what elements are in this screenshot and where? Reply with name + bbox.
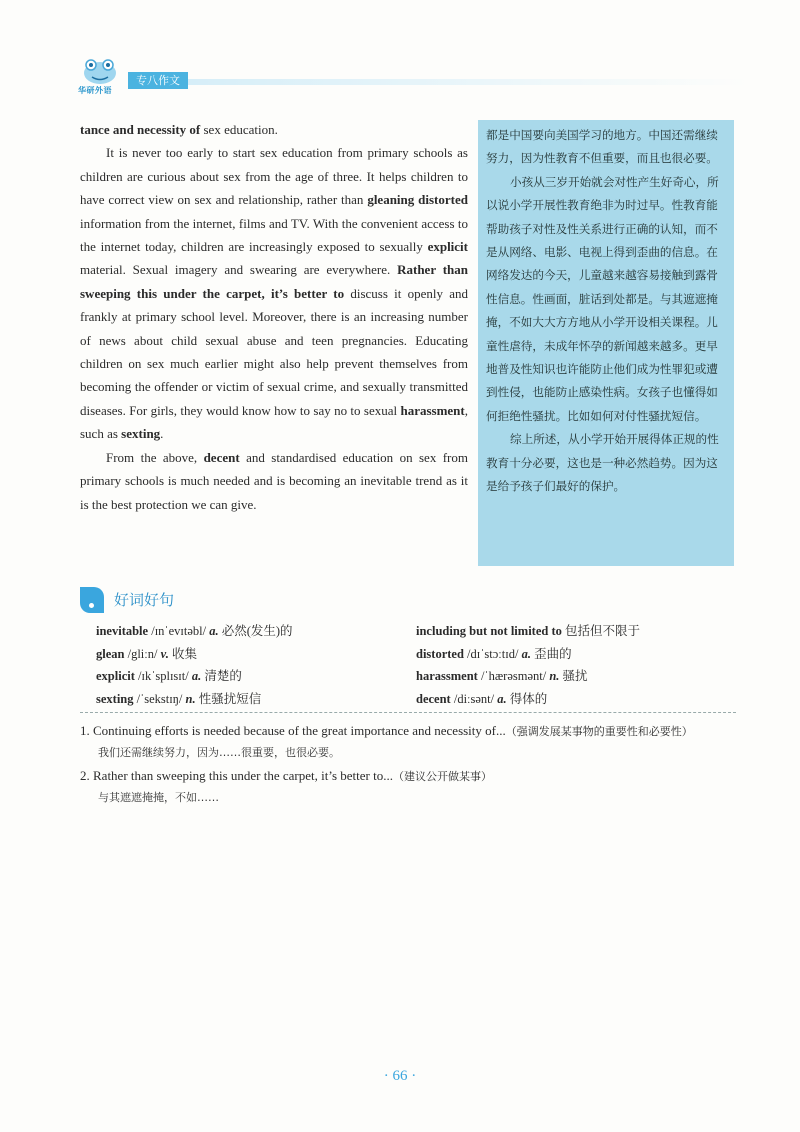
essay-text-run: material. Sexual imagery and swearing are everywhere. [80,262,398,278]
vocab-item: sexting /ˈsekstɪŋ/ n. 性骚扰短信 [96,691,262,706]
section-tag: 专八作文 [128,72,188,89]
vocab-item: explicit /ɪkˈsplɪsɪt/ a. 清楚的 [96,669,242,684]
essay-text-run: information from the internet, films and TV. With the convenient access to the internet today, children are increasingly exposed to sexually [80,215,468,255]
essay-highlight: harassment [400,402,465,418]
essay-text-run: From the above, [106,449,204,465]
phrase-english: 1. Continuing efforts is needed because of the great importance and necessity of... [80,723,506,738]
page-number: · 66 · [383,1068,417,1084]
essay-highlight: explicit [427,239,468,255]
essay-highlight: tance and necessity of [80,122,201,137]
translation-paragraph-3: 综上所述，从小学开始开展得体正规的性教育十分必要，这也是一种必然趋势。因为这是给予孩子们最好的保护。 [486,432,719,494]
translation-box [478,120,734,566]
phrase-note: （强调发展某事物的重要性和必要性） [505,725,693,738]
essay-highlight: decent [203,449,240,465]
header-bar [188,79,748,85]
vocab-item: inevitable /ɪnˈevɪtəbl/ a. 必然(发生)的 [96,624,293,638]
vocab-item: decent /diːsənt/ a. 得体的 [416,691,548,706]
vocab-list [96,620,736,710]
vocab-item: distorted /dɪˈstɔːtɪd/ a. 歪曲的 [416,646,572,661]
phrase-chinese: 与其遮遮掩掩，不如…… [98,791,219,804]
essay-highlight: gleaning distorted [367,192,468,208]
essay-text-run: and standardised education on sex from primary schools is much needed and is becoming an inevitable trend as it is the best protection we can give. [80,449,468,512]
vocab-item: glean /gliːn/ v. 收集 [96,646,197,661]
essay-highlight: sexting [121,426,161,442]
dashed-divider [80,712,736,713]
essay-paragraph-3 [80,446,468,516]
essay-paragraph-2 [80,141,468,445]
essay-text-run: discuss it openly and frankly at primary school level. Moreover, there is an increasing number of news about child sexual abuse and teen pregnancies. Educating children on sex much earlier might also help prevent themselves from becoming the offender or victim of sexual crime, and sexually transmitted diseases. For girls, they would know how to say no to sexual [80,285,469,418]
essay-text-run: It is never too early to start sex education from primary schools as children are curious about sex from the age of three. It helps children to have correct view on sex and relationship, rather than [80,145,468,208]
essay-text-run: , such as [80,402,468,442]
vocab-item: harassment /ˈhærəsmənt/ n. 骚扰 [416,669,588,684]
phrase-english: 2. Rather than sweeping this under the carpet, it’s better to... [80,768,393,783]
logo-text: 华研外语 [78,86,112,95]
essay-text-run: sex education. [200,122,278,137]
phrase-list [80,720,736,810]
page-header [78,55,738,99]
essay-paragraph-1 [80,118,468,141]
phrase-item [80,720,736,763]
phrase-chinese: 我们还需继续努力，因为……很重要，也很必要。 [98,746,340,759]
translation-paragraph-2: 小孩从三岁开始就会对性产生好奇心，所以说小学开展性教育绝非为时过早。性教育能帮助孩子对性及性关系进行正确的认知，而不是从网络、电影、电视上得到歪曲的信息。在网络发达的今天，儿童越来越容易接触到露骨性信息。性画面，脏话到处都是。与其遮遮掩掩，不如大大方方地从小学开设相关课程。儿童性虐待，未成年怀孕的新闻越来越多。更早地普及性知识也许能防止他们成为性罪犯或遭到性侵，也能防止感染性病。女孩子也懂得如何拒绝性骚扰。比如如何对付性骚扰短信。 [486,174,719,423]
phrase-item [80,765,736,808]
leaf-icon [80,587,104,613]
translation-paragraph-1: 都是中国要向美国学习的地方。中国还需继续努力，因为性教育不但重要，而且也很必要。 [486,128,718,166]
vocab-item: including but not limited to 包括但不限于 [416,624,641,638]
essay-text-run: . [160,426,164,442]
essay-text [80,118,468,516]
essay-highlight: Rather than sweeping this under the carpet, it’s better to [80,262,468,301]
section-title-text: 好词好句 [114,591,175,609]
phrase-note: （建议公开做某事） [393,770,492,783]
